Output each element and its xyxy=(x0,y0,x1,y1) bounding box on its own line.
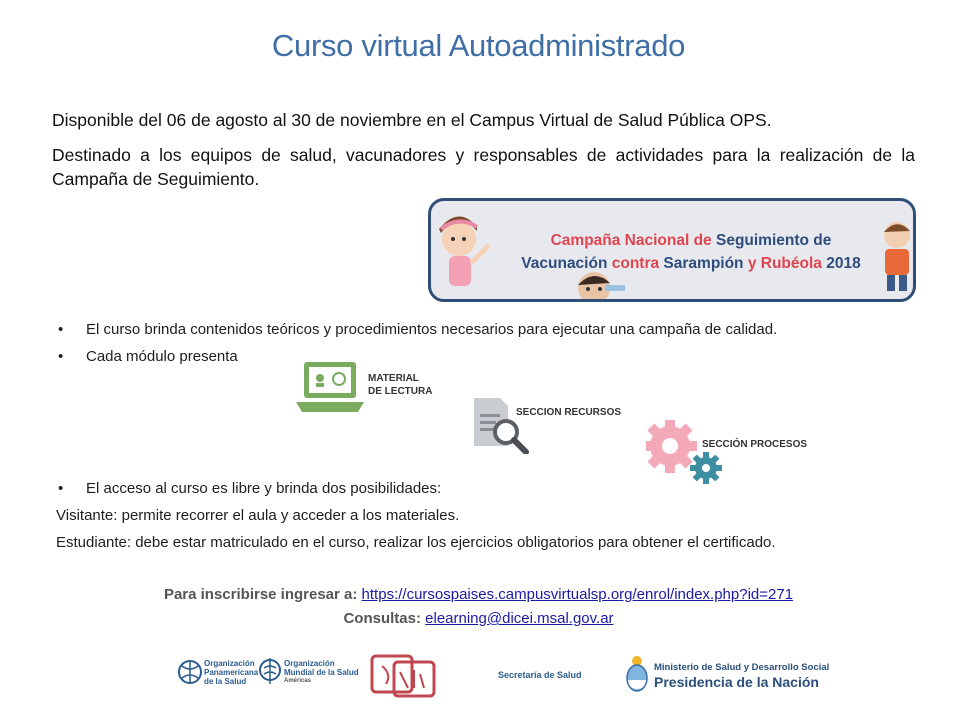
registration-line: Para inscribirse ingresar a: https://cursospaises.campusvirtualsp.org/enrol/index.php?id=271 xyxy=(163,586,794,603)
bullet-2-marker: • xyxy=(58,348,64,365)
estudiante-text: Estudiante: debe estar matriculado en el curso, realizar los ejercicios obligatorios para obtener el certificado. xyxy=(56,534,776,551)
ops-logo-text: Organización Panamericana de la Salud xyxy=(204,659,259,686)
argentina-shield-icon xyxy=(624,654,650,694)
presidencia-logo-text: Presidencia de la Nación xyxy=(654,674,819,690)
bullet-3-text: El acceso al curso es libre y brinda dos posibilidades: xyxy=(86,480,442,497)
document-search-icon xyxy=(470,396,532,454)
consultas-line: Consultas: elearning@dicei.msal.gov.ar xyxy=(343,610,614,627)
ops-emblem-icon xyxy=(178,654,202,690)
gears-icon xyxy=(646,420,726,492)
campaign-banner-text: Campaña Nacional de Seguimiento de Vacunación contra Sarampión y Rubéola 2018 xyxy=(521,232,861,272)
consultas-email-link[interactable]: elearning@dicei.msal.gov.ar xyxy=(425,610,614,627)
bullet-2-text: Cada módulo presenta xyxy=(86,348,238,365)
availability-text: Disponible del 06 de agosto al 30 de noviembre en el Campus Virtual de Salud Pública OPS. xyxy=(52,110,772,130)
page-title: Curso virtual Autoadministrado xyxy=(271,28,686,63)
seccion-recursos-label: SECCION RECURSOS xyxy=(516,407,622,418)
material-lectura-label: MATERIAL DE LECTURA xyxy=(368,373,433,397)
bullet-3-marker: • xyxy=(58,480,64,497)
bullet-1-text: El curso brinda contenidos teóricos y procedimientos necesarios para ejecutar una campaña de calidad. xyxy=(86,321,778,338)
oms-logo-text: Organización Mundial de la Salud Américas xyxy=(284,659,359,684)
ministerio-logo-text: Ministerio de Salud y Desarrollo Social xyxy=(654,662,830,673)
bullet-1-marker: • xyxy=(58,321,64,338)
campaign-logo-icon xyxy=(368,652,438,698)
secretaria-logo-text: Secretaría de Salud xyxy=(498,670,582,680)
seccion-procesos-label: SECCIÓN PROCESOS xyxy=(702,439,808,450)
oms-emblem-icon xyxy=(258,654,282,690)
campaign-banner xyxy=(428,198,916,302)
laptop-icon xyxy=(296,358,364,416)
audience-text: Destinado a los equipos de salud, vacunadores y responsables de actividades para la realización de la Campaña de Seguimiento. xyxy=(52,145,915,189)
registration-link[interactable]: https://cursospaises.campusvirtualsp.org/enrol/index.php?id=271 xyxy=(361,586,794,603)
visitante-text: Visitante: permite recorrer el aula y acceder a los materiales. xyxy=(56,507,460,524)
